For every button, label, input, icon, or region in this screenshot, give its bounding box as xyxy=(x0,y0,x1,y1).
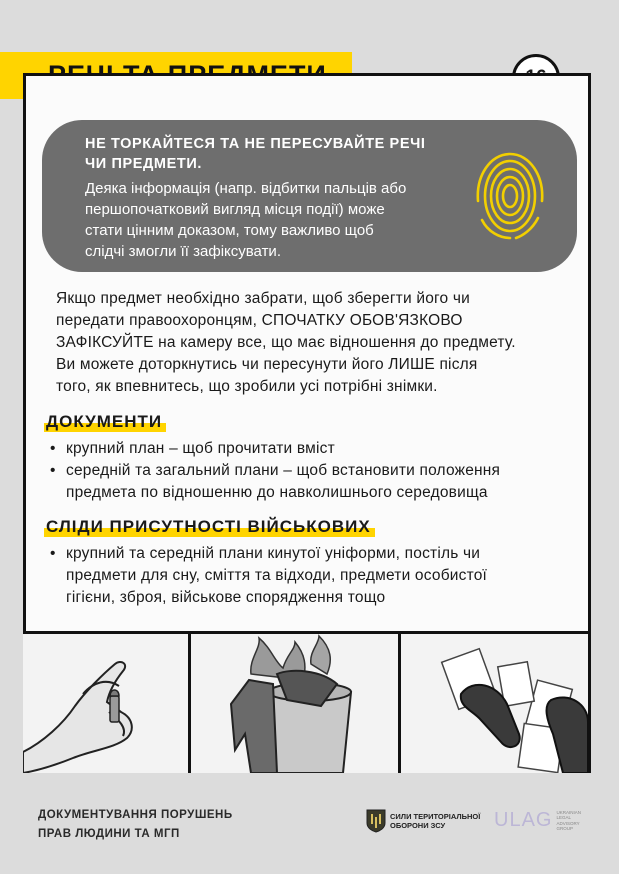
footer-title-line: ПРАВ ЛЮДИНИ ТА МГП xyxy=(38,828,180,840)
fingerprint-icon xyxy=(470,146,550,242)
list-item xyxy=(48,543,568,609)
footer-title-line: ДОКУМЕНТУВАННЯ ПОРУШЕНЬ xyxy=(38,809,233,821)
warning-text-line: слідчі змогли її зафіксувати. xyxy=(85,243,281,260)
list-item-text: предмети для сну, сміття та відходи, предмети особистої xyxy=(66,567,488,584)
ulag-subtext-line: LEGAL xyxy=(556,815,571,820)
tro-text xyxy=(390,812,480,830)
list-item-text: предмета по відношенню до навколишнього середовища xyxy=(66,484,488,501)
documents-illustration xyxy=(401,634,588,773)
list-item-text: середній та загальний плани – щоб встановити положення xyxy=(66,462,501,479)
intro-line: того, як впевнитесь, що зробили усі потрібні знімки. xyxy=(56,378,438,395)
intro-line: передати правоохоронцям, СПОЧАТКУ ОБОВ'ЯЗКОВО xyxy=(56,312,463,329)
ulag-logo xyxy=(494,809,581,832)
list-item xyxy=(48,438,568,460)
list-item-text: крупний план – щоб прочитати вміст xyxy=(66,440,335,457)
list-item-text: крупний та середній плани кинутої уніформи, постіль чи xyxy=(66,545,481,562)
burning-uniform-illustration xyxy=(191,634,398,773)
tro-text-line: СИЛИ ТЕРИТОРІАЛЬНОЇ xyxy=(390,812,481,821)
warning-text-line: першопочатковий вигляд місця події) може xyxy=(85,201,385,218)
ulag-subtext-line: UKRAINIAN xyxy=(556,809,581,815)
section-heading-documents: ДОКУМЕНТИ xyxy=(44,412,166,432)
warning-text-line: Деяка інформація (напр. відбитки пальців або xyxy=(85,180,407,197)
documents-list xyxy=(48,438,568,504)
tro-emblem-icon xyxy=(366,809,386,833)
ulag-subtext xyxy=(556,810,581,832)
ulag-subtext-line: GROUP xyxy=(556,826,573,831)
hand-holding-bullet-icon xyxy=(23,634,188,773)
tro-text-line: ОБОРОНИ ЗСУ xyxy=(390,821,446,830)
warning-heading-line: НЕ ТОРКАЙТЕСЯ ТА НЕ ПЕРЕСУВАЙТЕ РЕЧІ xyxy=(85,136,426,152)
warning-heading xyxy=(85,134,445,174)
warning-box xyxy=(42,120,577,272)
warning-heading-line: ЧИ ПРЕДМЕТИ. xyxy=(85,156,202,172)
intro-line: ЗАФІКСУЙТЕ на камеру все, що має відношення до предмету. xyxy=(56,334,516,351)
bullet-illustration xyxy=(23,634,188,773)
burning-bin-icon xyxy=(191,634,398,773)
list-item-text: гігієни, зброя, військове спорядження тощо xyxy=(66,589,386,606)
intro-line: Якщо предмет необхідно забрати, щоб зберегти його чи xyxy=(56,290,470,307)
tro-logo xyxy=(366,809,480,833)
papers-and-boots-icon xyxy=(401,634,588,773)
military-list xyxy=(48,543,568,609)
warning-text xyxy=(85,178,475,262)
warning-text-line: стати цінним доказом, тому важливо щоб xyxy=(85,222,374,239)
list-item xyxy=(48,460,568,504)
intro-line: Ви можете доторкнутись чи пересунути його ЛИШЕ після xyxy=(56,356,478,373)
ulag-subtext-line: ADVISORY xyxy=(556,820,580,826)
ulag-wordmark: ULAG xyxy=(494,809,553,831)
footer-title xyxy=(38,806,233,844)
intro-paragraph xyxy=(56,288,566,398)
section-heading-military: СЛІДИ ПРИСУТНОСТІ ВІЙСЬКОВИХ xyxy=(44,517,375,537)
illustration-strip xyxy=(23,631,591,773)
